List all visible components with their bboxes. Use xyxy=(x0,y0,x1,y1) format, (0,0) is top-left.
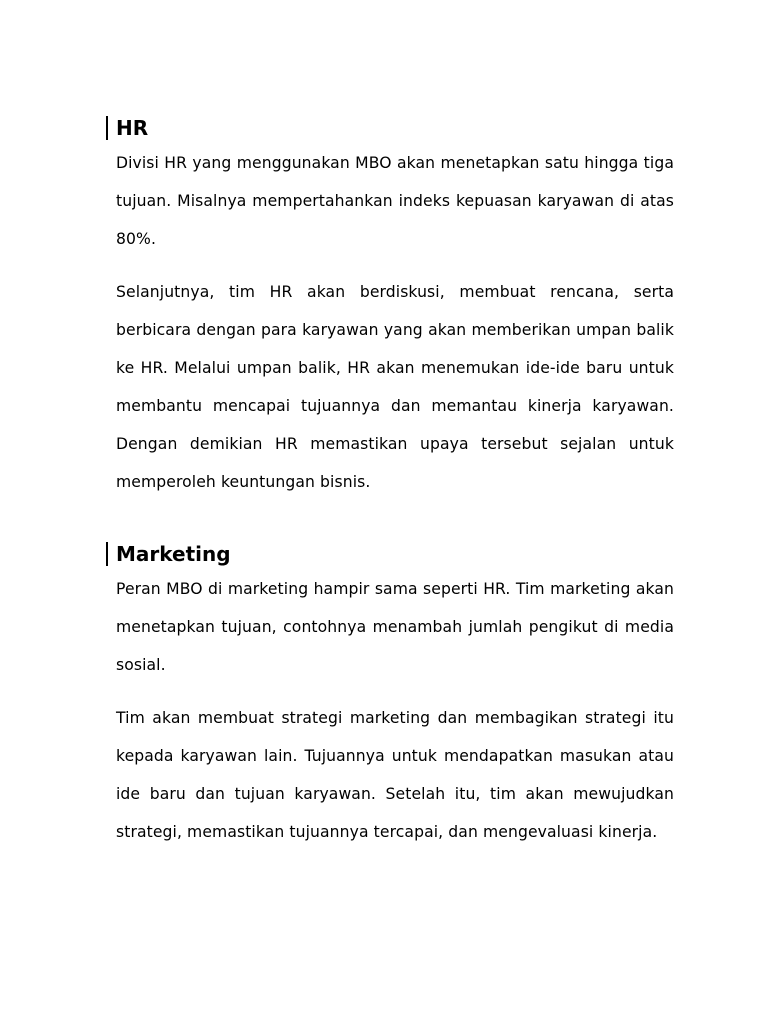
section-marketing xyxy=(116,542,674,851)
section-heading-marketing xyxy=(116,542,674,566)
paragraph: Divisi HR yang menggunakan MBO akan menetapkan satu hingga tiga tujuan. Misalnya mempertahankan indeks kepuasan karyawan di atas 80%. xyxy=(116,154,674,248)
paragraph: Tim akan membuat strategi marketing dan membagikan strategi itu kepada karyawan lain. Tujuannya untuk mendapatkan masukan atau ide baru dan tujuan karyawan. Setelah itu, tim akan mewujudkan strategi, memastikan tujuannya tercapai, dan mengevaluasi kinerja. xyxy=(116,709,674,841)
section-heading-text: HR xyxy=(116,116,149,140)
paragraph: Peran MBO di marketing hampir sama seperti HR. Tim marketing akan menetapkan tujuan, contohnya menambah jumlah pengikut di media sosial. xyxy=(116,580,674,674)
heading-marker xyxy=(106,542,108,566)
section-hr xyxy=(116,116,674,501)
heading-marker xyxy=(106,116,108,140)
section-heading-text: Marketing xyxy=(116,542,231,566)
section-heading-hr xyxy=(116,116,674,140)
paragraph: Selanjutnya, tim HR akan berdiskusi, membuat rencana, serta berbicara dengan para karyawan yang akan memberikan umpan balik ke HR. Melalui umpan balik, HR akan menemukan ide-ide baru untuk membantu mencapai tujuannya dan memantau kinerja karyawan. Dengan demikian HR memastikan upaya tersebut sejalan untuk memperoleh keuntungan bisnis. xyxy=(116,283,674,491)
